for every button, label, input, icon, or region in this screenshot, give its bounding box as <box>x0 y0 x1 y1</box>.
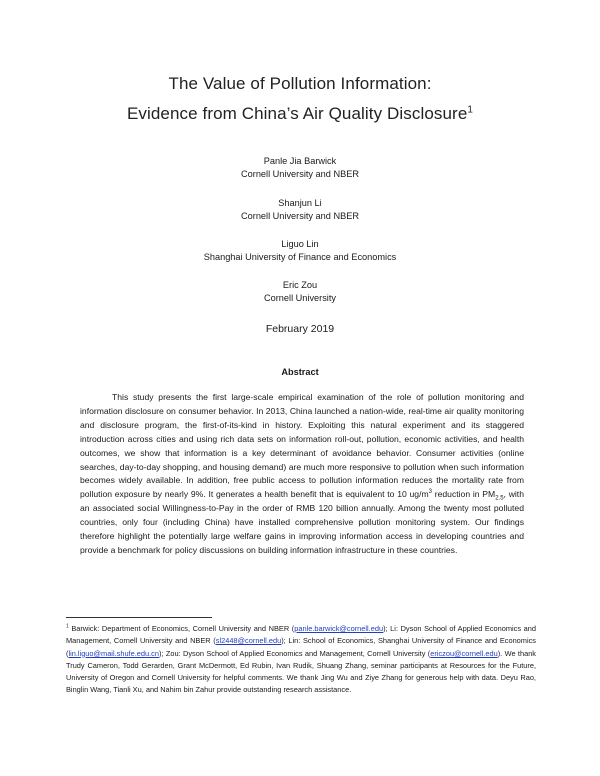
author-affiliation-2: Cornell University and NBER <box>241 211 359 221</box>
author-name-3: Liguo Lin <box>281 239 319 249</box>
abstract-heading: Abstract <box>281 367 319 377</box>
footnote-mark: 1 <box>66 623 69 630</box>
footnote-divider <box>66 617 212 618</box>
paper-date: February 2019 <box>265 323 335 335</box>
title-footnote-mark: 1 <box>467 104 474 116</box>
author-name-2: Shanjun Li <box>278 198 322 208</box>
email-link-lin[interactable]: lin.liguo@mail.shufe.edu.cn <box>68 648 159 658</box>
abstract-superscript: 3 <box>428 489 432 496</box>
abstract-body <box>80 391 524 558</box>
abstract-text-1: This study presents the first large-scale empirical examination of the role of pollution monitoring and information disclosure on consumer behavior. In 2013, China launched a nation-wide, real-time air quality monitoring and disclosure program, the first-of-its-kind in history. Exploiting this natural experiment and its staggered introduction across cities and using rich data sets on information roll-out, pollution, economic activities, and health outcomes, we show that information is a key determinant of avoidance behavior. Consumer activities (online searches, day-to-day shopping, and housing demand) are much more responsive to pollution when such information becomes widely available. In addition, free public access to pollution information reduces the mortality rate from pollution exposure by nearly 9%. It generates a health benefit that is equivalent to 10 ug/m <box>80 392 524 500</box>
author-name-1: Panle Jia Barwick <box>263 156 337 166</box>
footnote-text-4: ); Zou: Dyson School of Applied Economics and Management, Cornell University ( <box>158 648 431 658</box>
footnote <box>66 623 536 697</box>
email-link-li[interactable]: sl2448@cornell.edu <box>215 636 282 646</box>
abstract-text-3: , with an associated social Willingness-to-Pay in the order of RMB 120 billion annually. Among the twenty most polluted countries, only four (including China) have installed comprehensive pollution monitoring system. Our findings therefore highlight the potentially large welfare gains in improving information access in developing countries and provide a benchmark for policy discussions on building information infrastructure in these countries. <box>80 489 524 555</box>
abstract-subscript: 2.5 <box>495 496 504 503</box>
email-link-zou[interactable]: ericzou@cornell.edu <box>430 648 498 658</box>
footnote-text-3: ); Lin: School of Economics, Shanghai University of Finance and Economics ( <box>66 636 536 658</box>
paper-title-line-2 <box>0 104 600 124</box>
email-link-barwick[interactable]: panle.barwick@cornell.edu <box>294 624 384 633</box>
paper-title-text: Evidence from China’s Air Quality Disclosure <box>126 104 468 123</box>
footnote-text-5: ). We thank Trudy Cameron, Todd Gerarden, Grant McDermott, Ed Rubin, Ivan Rudik, Shuang Zhang, seminar participants at Resources for the Future, University of Oregon and Cornell University for helpful comments. We thank Jing Wu and Ziye Zhang for generous help with data. Deyu Rao, Binglin Wang, Tianli Xu, and Nahim bin Zahur provide outstanding research assistance. <box>66 648 536 695</box>
author-name-4: Eric Zou <box>282 280 318 290</box>
author-affiliation-1: Cornell University and NBER <box>241 169 359 179</box>
abstract-text-2: reduction in PM <box>431 489 496 500</box>
author-affiliation-3: Shanghai University of Finance and Economics <box>203 252 397 262</box>
paper-title-line-1: The Value of Pollution Information: <box>168 74 432 93</box>
author-affiliation-4: Cornell University <box>264 293 336 303</box>
footnote-text-1: Barwick: Department of Economics, Cornell University and NBER ( <box>68 624 295 633</box>
footnote-text-2: ); Li: Dyson School of Applied Economics and Management, Cornell University and NBER ( <box>66 624 536 646</box>
